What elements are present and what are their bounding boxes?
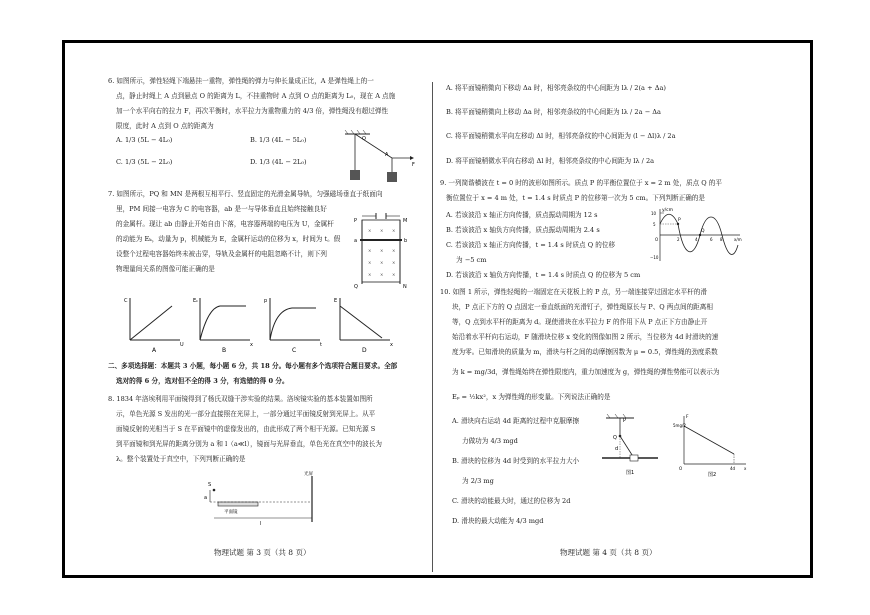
q7-graph-b-x: x bbox=[250, 342, 253, 348]
q7-fig-label-a: a bbox=[354, 238, 358, 244]
q10-fig1-label-p: P bbox=[623, 418, 627, 424]
q7-fig-label-m: M bbox=[403, 218, 408, 224]
q6-line-2: 点，静止时绳上 A 点到悬点 O 的距离为 L，不挂重物时 A 点到 O 点的距离为 L₀，现在 A 点施 bbox=[116, 92, 396, 100]
q7-rails-figure bbox=[352, 210, 418, 290]
q9-fig-origin: O bbox=[655, 237, 659, 242]
q9-option-b: B. 若该波沿 x 轴负方向传播，质点振动周期为 2.4 s bbox=[446, 226, 600, 234]
column-divider bbox=[432, 82, 433, 572]
q10-fig1-label-d: d bbox=[615, 446, 619, 452]
svg-text:×: × bbox=[392, 260, 396, 265]
q7-graph-b-y: Eₖ bbox=[193, 298, 199, 304]
q7-graph-a bbox=[124, 298, 184, 354]
left-page-footer: 物理试题 第 3 页（共 8 页） bbox=[214, 548, 311, 557]
svg-text:×: × bbox=[392, 272, 396, 277]
q7-fig-label-n: N bbox=[403, 284, 407, 290]
svg-text:×: × bbox=[392, 228, 396, 233]
section2-line-2: 选对的得 6 分，选对但不全的得 3 分，有选错的得 0 分。 bbox=[116, 377, 289, 385]
q6-line-3: 加一个水平向右的拉力 F，再次平衡时，水平拉力为重物重力的 4/3 倍，弹性绳没有超过弹性 bbox=[116, 107, 389, 115]
q6-line-4: 限度，此时 A 点到 O 点的距离为 bbox=[116, 122, 214, 130]
q8-fig-label-mirror: 平面镜 bbox=[224, 510, 238, 515]
q8-lloyd-mirror-figure bbox=[200, 470, 330, 530]
q8-fig-label-s: S bbox=[208, 482, 212, 488]
q10-option-d: D. 滑块的最大动能为 4/3 mgd bbox=[452, 517, 544, 525]
q7-graph-b-letter: B bbox=[222, 347, 227, 354]
svg-text:×: × bbox=[380, 260, 384, 265]
q8-fig-label-screen: 光屏 bbox=[304, 472, 313, 477]
q7-line-5: 设整个过程电容器始终未被击穿，导轨及金属杆的电阻忽略不计，则下列 bbox=[116, 250, 327, 258]
svg-text:×: × bbox=[368, 248, 372, 253]
q7-line-2: 里，PM 间接一电容为 C 的电容器，ab 是一与导体垂直且始终接触良好 bbox=[116, 205, 327, 213]
section2-title: 二、多项选择题：本题共 3 小题，每小题 6 分，共 18 分。每小题有多个选项符合题目要求。全部 bbox=[108, 362, 398, 370]
q7-line-4: 的动能为 Eₖ，动量为 p，机械能为 E，金属杆运动的位移为 x，时间为 t。假 bbox=[116, 235, 341, 243]
q9-option-c: C. 若该波沿 x 轴正方向传播，t = 1.4 s 时质点 Q 的位移 bbox=[446, 241, 616, 249]
svg-text:×: × bbox=[368, 228, 372, 233]
q10-option-b: B. 滑块的位移为 4d 时受到的水平拉力大小 bbox=[452, 457, 580, 465]
q7-graph-c-y: p bbox=[264, 298, 268, 304]
q9-fig-label-q: Q bbox=[701, 229, 705, 234]
q7-graph-a-y: C bbox=[124, 298, 128, 304]
q7-graph-b bbox=[193, 298, 253, 354]
q10-line-1: 10. 如图 1 所示，弹性轻绳的一端固定在天花板上的 P 点，另一端连接穿过固定水平杆的滑 bbox=[440, 288, 707, 296]
q7-fig-label-p: P bbox=[354, 218, 358, 224]
q10-fig2 bbox=[672, 412, 752, 478]
q10-fig1-label-q: Q bbox=[613, 435, 617, 441]
q8-option-d: D. 将平面镜稍微水平向右移动 Δl 时，相邻亮条纹的中心间距为 lλ / 2a bbox=[446, 157, 655, 165]
q10-line-3: 等，Q 点到水平杆的距离为 d。现使滑块在水平拉力 F 的作用下从 P 点正下方由静止开 bbox=[452, 318, 708, 326]
q10-option-b-cont: 为 2/3 mg bbox=[462, 477, 494, 485]
q9-fig-tick-x-6: 6 bbox=[710, 237, 713, 242]
q10-line-2: 块，P 点正下方的 Q 点固定一垂直纸面的光滑钉子，弹性绳原长与 P、Q 两点间的距离相 bbox=[452, 303, 713, 311]
q7-graph-d-y: E bbox=[334, 298, 338, 304]
q10-fig2-origin: O bbox=[679, 466, 683, 471]
q6-option-a: A. 1/3 (5L − 4L₀) bbox=[116, 136, 173, 144]
q9-option-a: A. 若该波沿 x 轴正方向传播，质点振动周期为 12 s bbox=[446, 211, 598, 219]
q8-option-a: A. 将平面镜稍微向下移动 Δa 时，相邻亮条纹的中心间距为 lλ / 2(a + Δa) bbox=[446, 84, 666, 92]
q6-fig-label-f: F bbox=[412, 162, 415, 168]
q9-fig-axis-y: y/cm bbox=[662, 208, 674, 213]
q7-graph-a-x: U bbox=[180, 342, 184, 348]
q8-option-b: B. 将平面镜稍微向上移动 Δa 时，相邻亮条纹的中心间距为 lλ / 2a − Δa bbox=[446, 108, 661, 116]
svg-text:×: × bbox=[380, 272, 384, 277]
q7-graph-c-letter: C bbox=[292, 347, 297, 354]
q7-line-1: 7. 如图所示，PQ 和 MN 是两根互相平行、竖直固定的光滑金属导轨，匀强磁场垂直于纸面向 bbox=[108, 190, 383, 198]
q6-figure bbox=[340, 128, 420, 188]
q6-option-b: B. 1/3 (4L − 5L₀) bbox=[250, 136, 307, 144]
q10-option-a-cont: 力做功为 4/3 mgd bbox=[462, 437, 518, 445]
q7-graph-d-letter: D bbox=[362, 347, 367, 354]
q9-fig-tick-x-4: 4 bbox=[695, 237, 698, 242]
q10-fig2-caption: 图2 bbox=[708, 472, 717, 478]
q9-fig-tick-5: 5 bbox=[653, 222, 656, 227]
q9-option-d: D. 若该波沿 x 轴负方向传播，t = 1.4 s 时质点 Q 的位移为 5 cm bbox=[446, 271, 641, 279]
svg-text:×: × bbox=[368, 272, 372, 277]
q7-graph-d-x: x bbox=[390, 342, 393, 348]
svg-text:×: × bbox=[380, 228, 384, 233]
q6-option-d: D. 1/3 (4L − 2L₀) bbox=[250, 158, 307, 166]
q7-fig-label-b: b bbox=[404, 238, 408, 244]
q6-line-1: 6. 如图所示，弹性轻绳下端悬挂一重物，弹性绳的弹力与伸长量成正比，A 是弹性绳上的一 bbox=[108, 77, 374, 85]
q6-fig-label-a: A bbox=[385, 152, 389, 158]
q8-line-4: 到平面镜和到光屏的距离分别为 a 和 l（a≪l），镜面与光屏垂直，单色光在真空中的波长为 bbox=[116, 440, 382, 448]
q8-line-2: 示，单色光源 S 发出的光一部分直接照在光屏上，一部分通过平面镜反射到光屏上。从平 bbox=[116, 410, 376, 418]
svg-text:×: × bbox=[392, 248, 396, 253]
q10-fig2-y0: 5mg/2 bbox=[673, 423, 686, 428]
q7-graph-a-letter: A bbox=[152, 347, 157, 354]
q10-line-4: 始沿着水平杆向右运动，F 随滑块位移 x 变化的图像如图 2 所示，当位移为 4d 时滑块的速 bbox=[452, 333, 719, 341]
q8-line-5: λ。整个装置处于真空中，下列判断正确的是 bbox=[116, 455, 246, 463]
q9-line-2: 衡位置位于 x = 4 m 处，t = 1.4 s 时质点 P 的位移第一次为 5 cm。下列判断正确的是 bbox=[446, 194, 705, 202]
q9-fig-tick-x-2: 2 bbox=[677, 237, 680, 242]
q7-graph-c bbox=[264, 298, 322, 354]
svg-text:×: × bbox=[368, 260, 372, 265]
q10-option-c: C. 滑块的动能最大时，通过的位移为 2d bbox=[452, 497, 571, 505]
q7-line-6: 物理量间关系的图像可能正确的是 bbox=[116, 265, 215, 273]
q6-fig-label-o: O bbox=[362, 136, 366, 142]
q8-fig-label-a: a bbox=[204, 495, 208, 501]
q9-fig-tick-10: 10 bbox=[651, 211, 657, 216]
q9-option-c-cont: 为 −5 cm bbox=[456, 256, 487, 264]
q10-line-6: 为 k = mg/3d，弹性绳始终在弹性限度内，重力加速度为 g，弹性绳的弹性势能可以表示为 bbox=[452, 368, 720, 376]
q7-line-3: 的金属杆。现让 ab 由静止开始自由下落，电容器两端的电压为 U，金属杆 bbox=[116, 220, 334, 228]
q8-line-3: 面镜反射的光相当于 S 在平面镜中的虚像发出的，由此形成了两个相干光源。已知光源 S bbox=[116, 425, 376, 433]
q7-fig-label-q: Q bbox=[354, 284, 358, 290]
q10-line-5: 度为零。已知滑块的质量为 m，滑块与杆之间的动摩擦因数为 μ = 0.5，弹性绳的劲度系数 bbox=[452, 348, 718, 356]
q10-fig2-axis-f: F bbox=[686, 415, 689, 420]
q10-fig2-axis-x: x bbox=[744, 466, 747, 471]
q10-fig2-x4d: 4d bbox=[730, 466, 736, 471]
q7-graph-c-x: t bbox=[320, 342, 322, 348]
q10-fig1-caption: 图1 bbox=[626, 470, 635, 476]
q7-graph-d bbox=[334, 298, 393, 354]
right-page-footer: 物理试题 第 4 页（共 8 页） bbox=[560, 548, 657, 557]
q9-fig-axis-x: x/m bbox=[734, 237, 742, 242]
q9-fig-tick-x-8: 8 bbox=[720, 237, 723, 242]
q9-fig-tick-neg10: −10 bbox=[650, 255, 659, 260]
q6-option-c: C. 1/3 (5L − 2L₀) bbox=[116, 158, 173, 166]
q9-wave-figure bbox=[650, 205, 746, 265]
svg-text:×: × bbox=[380, 248, 384, 253]
q9-fig-label-p: P bbox=[678, 218, 681, 223]
q8-line-1: 8. 1834 年洛埃利用平面镜得到了杨氏双缝干涉实验的结果。洛埃镜实验的基本装置如图所 bbox=[108, 395, 373, 403]
q8-option-c: C. 将平面镜稍微水平向左移动 Δl 时，相邻亮条纹的中心间距为 (l − Δl)λ / 2a bbox=[446, 132, 676, 140]
q7-answer-graphs bbox=[120, 292, 400, 354]
q10-fig1 bbox=[600, 412, 660, 478]
q10-line-7: Eₚ = ½kx²，x 为弹性绳的形变量。下列说法正确的是 bbox=[452, 393, 611, 401]
q8-fig-label-l: l bbox=[260, 521, 262, 527]
q9-line-1: 9. 一列简谐横波在 t = 0 时的波形如图所示。质点 P 的平衡位置位于 x = 2 m 处，质点 Q 的平 bbox=[440, 179, 722, 187]
q10-option-a: A. 滑块向右运动 4d 距离的过程中克服摩擦 bbox=[452, 417, 580, 425]
